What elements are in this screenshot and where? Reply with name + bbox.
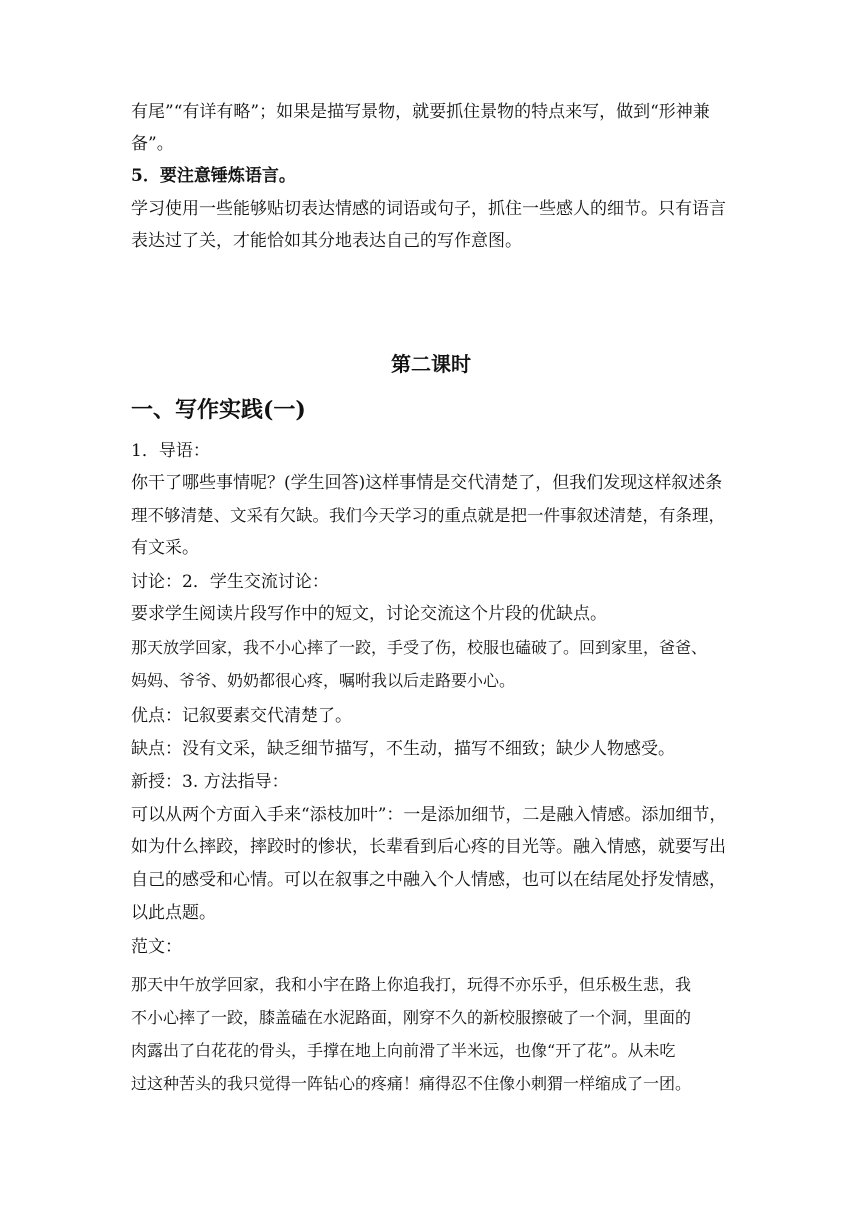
model-text-line: 那天中午放学回家，我和小宇在路上你追我打，玩得不亦乐乎，但乐极生悲，我	[131, 975, 692, 994]
sample-text-line: 妈妈、爷爷、奶奶都很心疼，嘱咐我以后走路要小心。	[131, 671, 516, 690]
step-1-line: 你干了哪些事情呢？(学生回答)这样事情是交代清楚了，但我们发现这样叙述条	[131, 473, 723, 493]
step-3-line: 如为什么摔跤，摔跤时的惨状，长辈看到后心疼的目光等。融入情感，就要写出	[131, 837, 726, 857]
intro-line-1: 有尾”“有详有略”；如果是描写景物，就要抓住景物的特点来写，做到“形神兼	[131, 102, 710, 122]
model-label: 范文：	[131, 937, 182, 957]
lesson-title: 第二课时	[391, 352, 471, 376]
step-3-line: 可以从两个方面入手来“添枝加叶”：一是添加细节，二是融入情感。添加细节，	[131, 805, 727, 825]
sample-text-line: 那天放学回家，我不小心摔了一跤，手受了伤，校服也磕破了。回到家里，爸爸、	[131, 638, 708, 657]
step-1-label: 1．导语：	[131, 441, 210, 461]
step-2-label: 讨论：2．学生交流讨论：	[131, 572, 329, 592]
point-5-line-1: 学习使用一些能够贴切表达情感的词语或句子，抓住一些感人的细节。只有语言	[131, 199, 726, 219]
intro-line-2: 备”。	[131, 134, 174, 154]
step-3-line: 自己的感受和心情。可以在叙事之中融入个人情感，也可以在结尾处抒发情感，	[131, 870, 726, 890]
step-3-line: 以此点题。	[131, 903, 216, 923]
step-1-line: 有文采。	[131, 538, 199, 558]
step-1-line: 理不够清楚、文采有欠缺。我们今天学习的重点就是把一件事叙述清楚，有条理，	[131, 506, 725, 525]
point-5-heading: 5．要注意锤炼语言。	[131, 166, 296, 186]
pro-note: 优点：记叙要素交代清楚了。	[131, 706, 352, 726]
model-text-line: 肉露出了白花花的骨头，手撑在地上向前滑了半米远，也像“开了花”。从未吃	[131, 1041, 676, 1060]
step-3-label: 新授：3. 方法指导：	[131, 772, 289, 792]
con-note: 缺点：没有文采，缺乏细节描写，不生动，描写不细致；缺少人物感受。	[131, 739, 675, 759]
model-text-line: 不小心摔了一跤，膝盖磕在水泥路面，刚穿不久的新校服擦破了一个洞，里面的	[131, 1008, 692, 1027]
model-text-line: 过这种苦头的我只觉得一阵钻心的疼痛！痛得忍不住像小刺猬一样缩成了一团。	[131, 1074, 692, 1093]
step-2-line: 要求学生阅读片段写作中的短文，讨论交流这个片段的优缺点。	[131, 604, 607, 624]
section-heading: 一、写作实践(一)	[131, 397, 306, 423]
point-5-line-2: 表达过了关，才能恰如其分地表达自己的写作意图。	[131, 231, 522, 251]
